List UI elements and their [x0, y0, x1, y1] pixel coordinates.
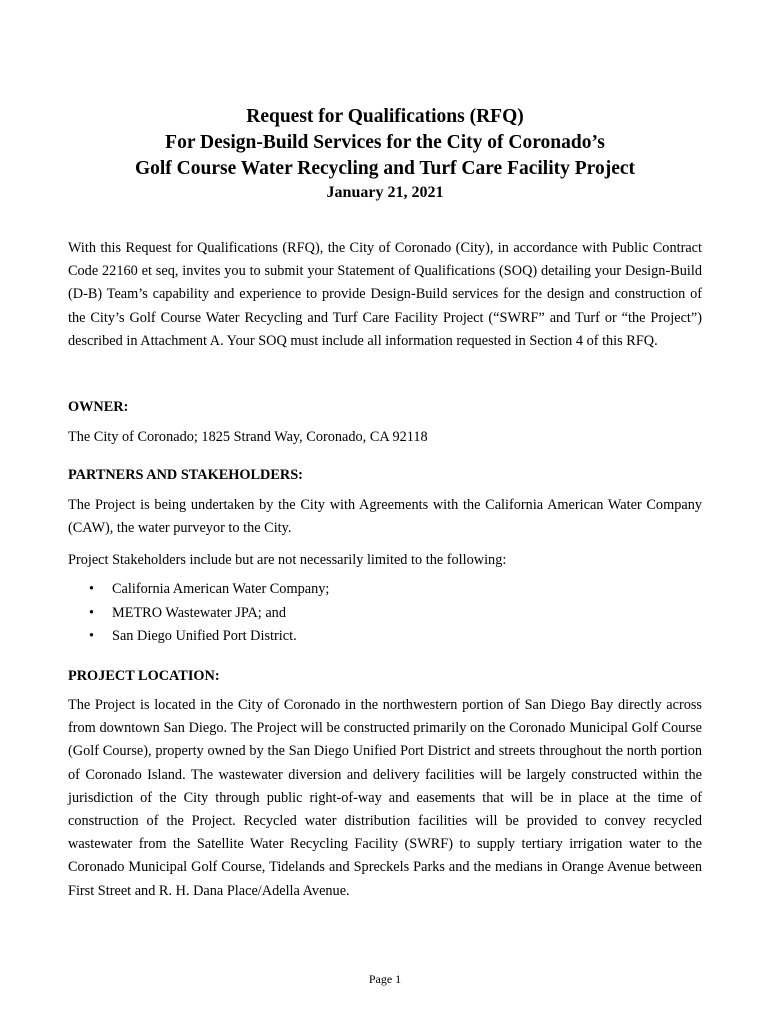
location-heading: PROJECT LOCATION:: [68, 668, 220, 684]
stakeholders-list-block: [68, 578, 702, 649]
location-text: The Project is located in the City of Coronado in the northwestern portion of San Diego Bay directly across from downtown San Diego. The Project will be constructed primarily on the Coronado Municipal Golf Course (Golf Course), property owned by the San Diego Unified Port District and streets throughout the north portion of Coronado Island. The wastewater diversion and delivery facilities will be largely constructed within the jurisdiction of the City through public right-of-way and easements that will be in place at the time of construction of the Project. Recycled water distribution facilities will be provided to convey recycled wastewater from the Satellite Water Recycling Facility (SWRF) to supply tertiary irrigation water to the Coronado Municipal Golf Course, Tidelands and Spreckels Parks and the medians in Orange Avenue between First Street and R. H. Dana Place/Adella Avenue.: [68, 697, 702, 899]
owner-heading: OWNER:: [68, 399, 129, 415]
owner-body: [68, 427, 702, 447]
partners-body: [68, 494, 702, 540]
stakeholders-intro-block: [68, 550, 702, 570]
title-block: [0, 104, 770, 204]
page-number: Page 1: [368, 972, 402, 986]
bullet-icon: •: [89, 628, 95, 645]
project-title: Golf Course Water Recycling and Turf Care Facility Project: [134, 158, 636, 179]
owner-text: The City of Coronado; 1825 Strand Way, Coronado, CA 92118: [68, 429, 428, 445]
partners-heading: PARTNERS AND STAKEHOLDERS:: [68, 467, 303, 483]
document-subtitle: For Design-Build Services for the City of Coronado’s: [165, 132, 605, 153]
list-item-text: METRO Wastewater JPA; and: [112, 604, 286, 621]
document-date: January 21, 2021: [326, 184, 444, 201]
location-body: [68, 694, 702, 903]
partners-text: The Project is being undertaken by the City with Agreements with the California American Water Company (CAW), the water purveyor to the City.: [68, 497, 702, 537]
owner-section: [68, 397, 702, 417]
list-item: [68, 602, 702, 626]
location-section: [68, 666, 702, 686]
intro-section: [68, 237, 702, 353]
list-item: [68, 578, 702, 602]
list-item: [68, 625, 702, 649]
page-footer: [0, 972, 770, 987]
list-item-text: San Diego Unified Port District.: [112, 628, 297, 645]
list-item-text: California American Water Company;: [112, 581, 330, 597]
bullet-icon: •: [89, 604, 95, 621]
stakeholders-list: [68, 578, 702, 649]
document-title: Request for Qualifications (RFQ): [246, 106, 524, 127]
intro-paragraph: With this Request for Qualifications (RFQ), the City of Coronado (City), in accordance with Public Contract Code 22160 et seq, invites you to submit your Statement of Qualifications (SOQ) detailing your Design-Build (D-B) Team’s capability and experience to provide Design-Build services for the design and construction of the City’s Golf Course Water Recycling and Turf Care Facility Project (“SWRF” and Turf or “the Project”) described in Attachment A. Your SOQ must include all information requested in Section 4 of this RFQ.: [68, 240, 702, 349]
stakeholders-intro: Project Stakeholders include but are not necessarily limited to the following:: [68, 552, 507, 568]
bullet-icon: •: [89, 581, 95, 597]
partners-section: [68, 465, 702, 485]
